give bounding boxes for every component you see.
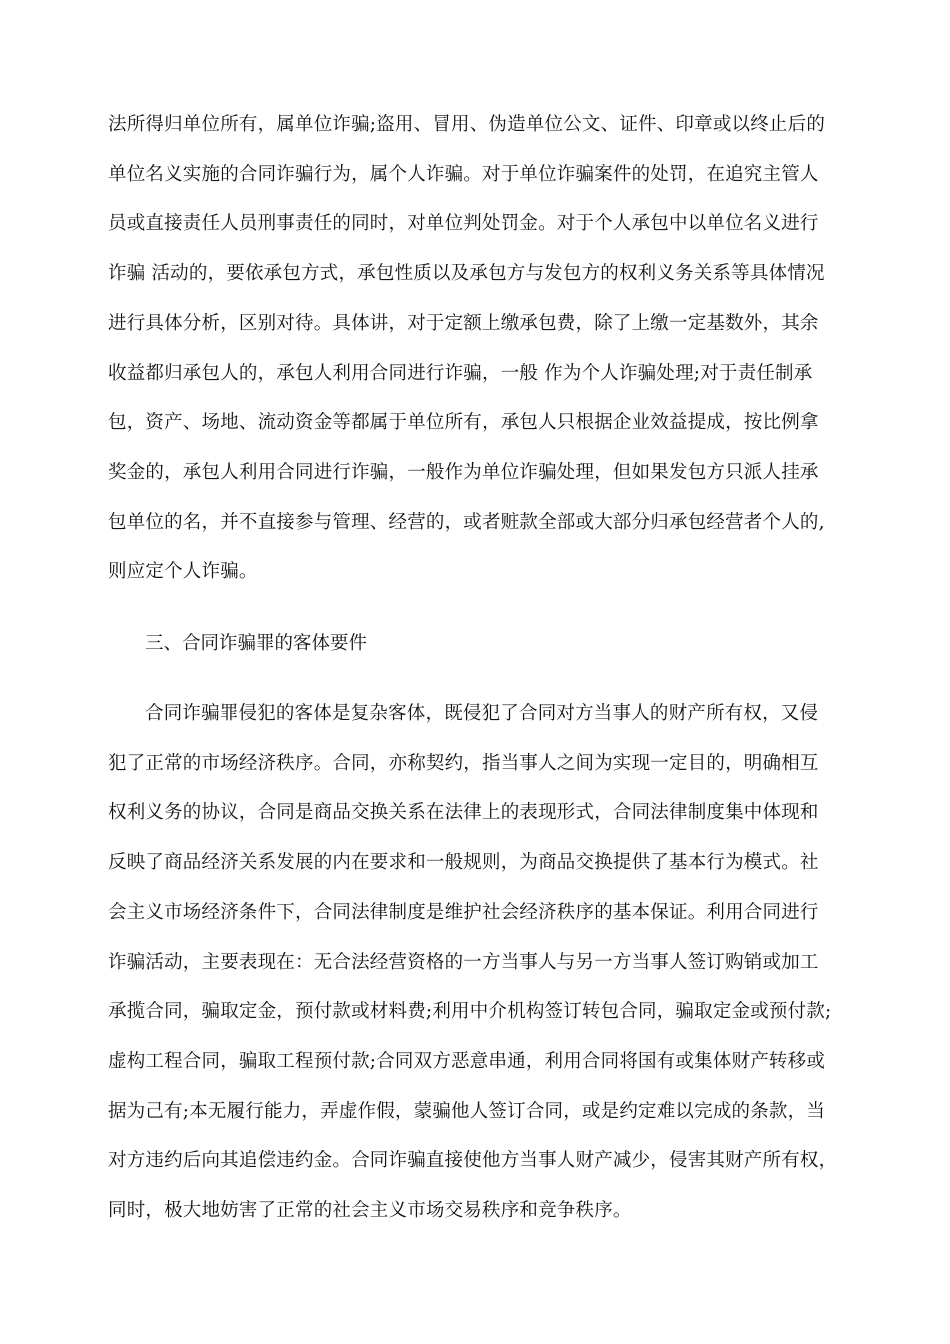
- paragraph-1-line: 包，资产、场地、流动资金等都属于单位所有，承包人只根据企业效益提成，按比例拿: [108, 412, 819, 433]
- paragraph-2-line: 对方违约后向其追偿违约金。合同诈骗直接使他方当事人财产减少，侵害其财产所有权，: [108, 1150, 838, 1171]
- paragraph-1-line: 法所得归单位所有，属单位诈骗;盗用、冒用、伪造单位公文、证件、印章或以终止后的: [108, 114, 826, 135]
- paragraph-1-line: 诈骗 活动的，要依承包方式，承包性质以及承包方与发包方的权利义务关系等具体情况: [108, 263, 825, 284]
- paragraph-1-line: 收益都归承包人的，承包人利用合同进行诈骗，一般 作为个人诈骗处理;对于责任制承: [108, 363, 813, 384]
- paragraph-2-line: 犯了正常的市场经济秩序。合同，亦称契约，指当事人之间为实现一定目的，明确相互: [108, 753, 819, 774]
- paragraph-2-line: 同时，极大地妨害了正常的社会主义市场交易秩序和竞争秩序。: [108, 1200, 632, 1221]
- section-heading: 三、合同诈骗罪的客体要件: [145, 633, 368, 654]
- paragraph-1-line: 进行具体分析，区别对待。具体讲，对于定额上缴承包费，除了上缴一定基数外，其余: [108, 313, 819, 334]
- paragraph-2-line: 反映了商品经济关系发展的内在要求和一般规则，为商品交换提供了基本行为模式。社: [108, 852, 819, 873]
- paragraph-2-line: 会主义市场经济条件下，合同法律制度是维护社会经济秩序的基本保证。利用合同进行: [108, 902, 819, 923]
- paragraph-2-line: 虚构工程合同，骗取工程预付款;合同双方恶意串通，利用合同将国有或集体财产转移或: [108, 1051, 826, 1072]
- paragraph-2-line: 据为己有;本无履行能力，弄虚作假，蒙骗他人签订合同，或是约定难以完成的条款，当: [108, 1101, 826, 1122]
- paragraph-2-line: 承揽合同，骗取定金，预付款或材料费;利用中介机构签订转包合同，骗取定金或预付款;: [108, 1001, 832, 1022]
- paragraph-1-line: 员或直接责任人员刑事责任的同时，对单位判处罚金。对于个人承包中以单位名义进行: [108, 213, 819, 234]
- paragraph-1-line: 单位名义实施的合同诈骗行为，属个人诈骗。对于单位诈骗案件的处罚，在追究主管人: [108, 164, 819, 185]
- paragraph-2-line: 权利义务的协议，合同是商品交换关系在法律上的表现形式，合同法律制度集中体现和: [108, 802, 819, 823]
- paragraph-2-line: 合同诈骗罪侵犯的客体是复杂客体，既侵犯了合同对方当事人的财产所有权，又侵: [145, 703, 819, 724]
- paragraph-2-line: 诈骗活动，主要表现在：无合法经营资格的一方当事人与另一方当事人签订购销或加工: [108, 952, 819, 973]
- paragraph-1-line: 则应定个人诈骗。: [108, 561, 258, 582]
- paragraph-1-line: 包单位的名，并不直接参与管理、经营的，或者赃款全部或大部分归承包经营者个人的,: [108, 512, 825, 533]
- paragraph-1-line: 奖金的，承包人利用合同进行诈骗，一般作为单位诈骗处理，但如果发包方只派人挂承: [108, 462, 819, 483]
